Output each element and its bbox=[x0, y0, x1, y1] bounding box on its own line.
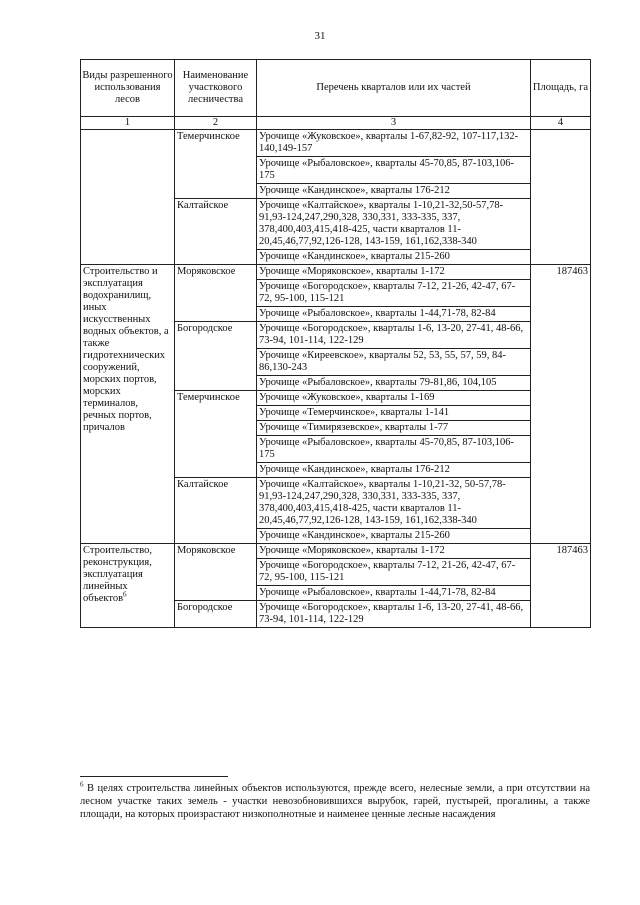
table-body bbox=[81, 130, 591, 628]
quarters-cell: Урочище «Кандинское», кварталы 215-260 bbox=[257, 529, 531, 544]
col-number: 4 bbox=[531, 117, 591, 130]
quarters-cell: Урочище «Тимирязевское», кварталы 1-77 bbox=[257, 421, 531, 436]
page-number: 31 bbox=[314, 30, 326, 42]
use-type-text: Строительство и эксплуатация водохранилищ, иных искусственных водных объектов, а также гидротехнических сооружений, морских портов, морских терминалов, речных портов, причалов bbox=[83, 266, 169, 433]
area-cell: 187463 bbox=[531, 265, 591, 544]
quarters-cell: Урочище «Кандинское», кварталы 215-260 bbox=[257, 250, 531, 265]
forestry-name-cell: Калтайское bbox=[175, 478, 257, 544]
quarters-cell: Урочище «Жуковское», кварталы 1-169 bbox=[257, 391, 531, 406]
quarters-cell: Урочище «Моряковское», кварталы 1-172 bbox=[257, 265, 531, 280]
footnote-text: В целях строительства линейных объектов используются, прежде всего, нелесные земли, а при отсутствии на лесном участке таких земель - участки невозобновившихся вырубок, гарей, пустырей, прогалины, а также площади, на которых произрастают низкополнотные и наименее ценные лесные насаждения bbox=[80, 783, 590, 820]
use-type-cell bbox=[81, 544, 175, 628]
col-number: 3 bbox=[257, 117, 531, 130]
table-row bbox=[81, 265, 591, 280]
header-forestry: Наименование участкового лесничества bbox=[175, 60, 257, 117]
footnote-mark: 6 bbox=[80, 780, 84, 789]
quarters-cell: Урочище «Рыбаловское», кварталы 45-70,85, 87-103,106-175 bbox=[257, 436, 531, 463]
forestry-name-cell: Богородское bbox=[175, 322, 257, 391]
quarters-cell: Урочище «Моряковское», кварталы 1-172 bbox=[257, 544, 531, 559]
quarters-cell: Урочище «Киреевское», кварталы 52, 53, 55, 57, 59, 84-86,130-243 bbox=[257, 349, 531, 376]
area-cell: 187463 bbox=[531, 544, 591, 628]
col-number: 2 bbox=[175, 117, 257, 130]
footnote-divider bbox=[80, 776, 228, 777]
quarters-cell: Урочище «Богородское», кварталы 7-12, 21-26, 42-47, 67-72, 95-100, 115-121 bbox=[257, 280, 531, 307]
forestry-name-cell: Моряковское bbox=[175, 265, 257, 322]
table-row bbox=[81, 544, 591, 559]
column-number-row bbox=[81, 117, 591, 130]
quarters-cell: Урочище «Богородское», кварталы 7-12, 21-26, 42-47, 67-72, 95-100, 115-121 bbox=[257, 559, 531, 586]
col-number: 1 bbox=[81, 117, 175, 130]
quarters-cell: Урочище «Рыбаловское», кварталы 45-70,85, 87-103,106-175 bbox=[257, 157, 531, 184]
quarters-cell: Урочище «Кандинское», кварталы 176-212 bbox=[257, 463, 531, 478]
use-type-text: Строительство, реконструкция, эксплуатация линейных объектов bbox=[83, 545, 152, 604]
forestry-name-cell: Темерчинское bbox=[175, 391, 257, 478]
table-row bbox=[81, 130, 591, 157]
quarters-cell: Урочище «Калтайское», кварталы 1-10,21-32, 50-57,78-91,93-124,247,290,328, 330,331, 333-335, 337, 378,400,403,415,418-425, части кварталов 11-20,45,46,77,92,126-128, 143-159, 161,162,338-340 bbox=[257, 478, 531, 529]
header-area: Площадь, га bbox=[531, 60, 591, 117]
quarters-cell: Урочище «Рыбаловское», кварталы 1-44,71-78, 82-84 bbox=[257, 586, 531, 601]
header-quarters: Перечень кварталов или их частей bbox=[257, 60, 531, 117]
quarters-cell: Урочище «Рыбаловское», кварталы 79-81,86, 104,105 bbox=[257, 376, 531, 391]
forestry-name-cell: Моряковское bbox=[175, 544, 257, 601]
forest-use-table bbox=[80, 59, 591, 628]
quarters-cell: Урочище «Богородское», кварталы 1-6, 13-20, 27-41, 48-66, 73-94, 101-114, 122-129 bbox=[257, 322, 531, 349]
quarters-cell: Урочище «Кандинское», кварталы 176-212 bbox=[257, 184, 531, 199]
quarters-cell: Урочище «Рыбаловское», кварталы 1-44,71-78, 82-84 bbox=[257, 307, 531, 322]
quarters-cell: Урочище «Жуковское», кварталы 1-67,82-92, 107-117,132-140,149-157 bbox=[257, 130, 531, 157]
quarters-cell: Урочище «Калтайское», кварталы 1-10,21-32,50-57,78-91,93-124,247,290,328, 330,331, 333-335, 337, 378,400,403,415,418-425, части кварталов 11-20,45,46,77,92,126-128, 143-159, 161,162,338-340 bbox=[257, 199, 531, 250]
use-type-cell bbox=[81, 265, 175, 544]
forestry-name-cell: Богородское bbox=[175, 601, 257, 628]
quarters-cell: Урочище «Темерчинское», кварталы 1-141 bbox=[257, 406, 531, 421]
footnote-ref: 6 bbox=[123, 590, 127, 599]
use-type-cell bbox=[81, 130, 175, 265]
forestry-name-cell: Темерчинское bbox=[175, 130, 257, 199]
table-header-row bbox=[81, 60, 591, 117]
forestry-name-cell: Калтайское bbox=[175, 199, 257, 265]
header-type: Виды разрешенного использования лесов bbox=[81, 60, 175, 117]
footnote bbox=[80, 782, 590, 821]
quarters-cell: Урочище «Богородское», кварталы 1-6, 13-20, 27-41, 48-66, 73-94, 101-114, 122-129 bbox=[257, 601, 531, 628]
area-cell bbox=[531, 130, 591, 265]
